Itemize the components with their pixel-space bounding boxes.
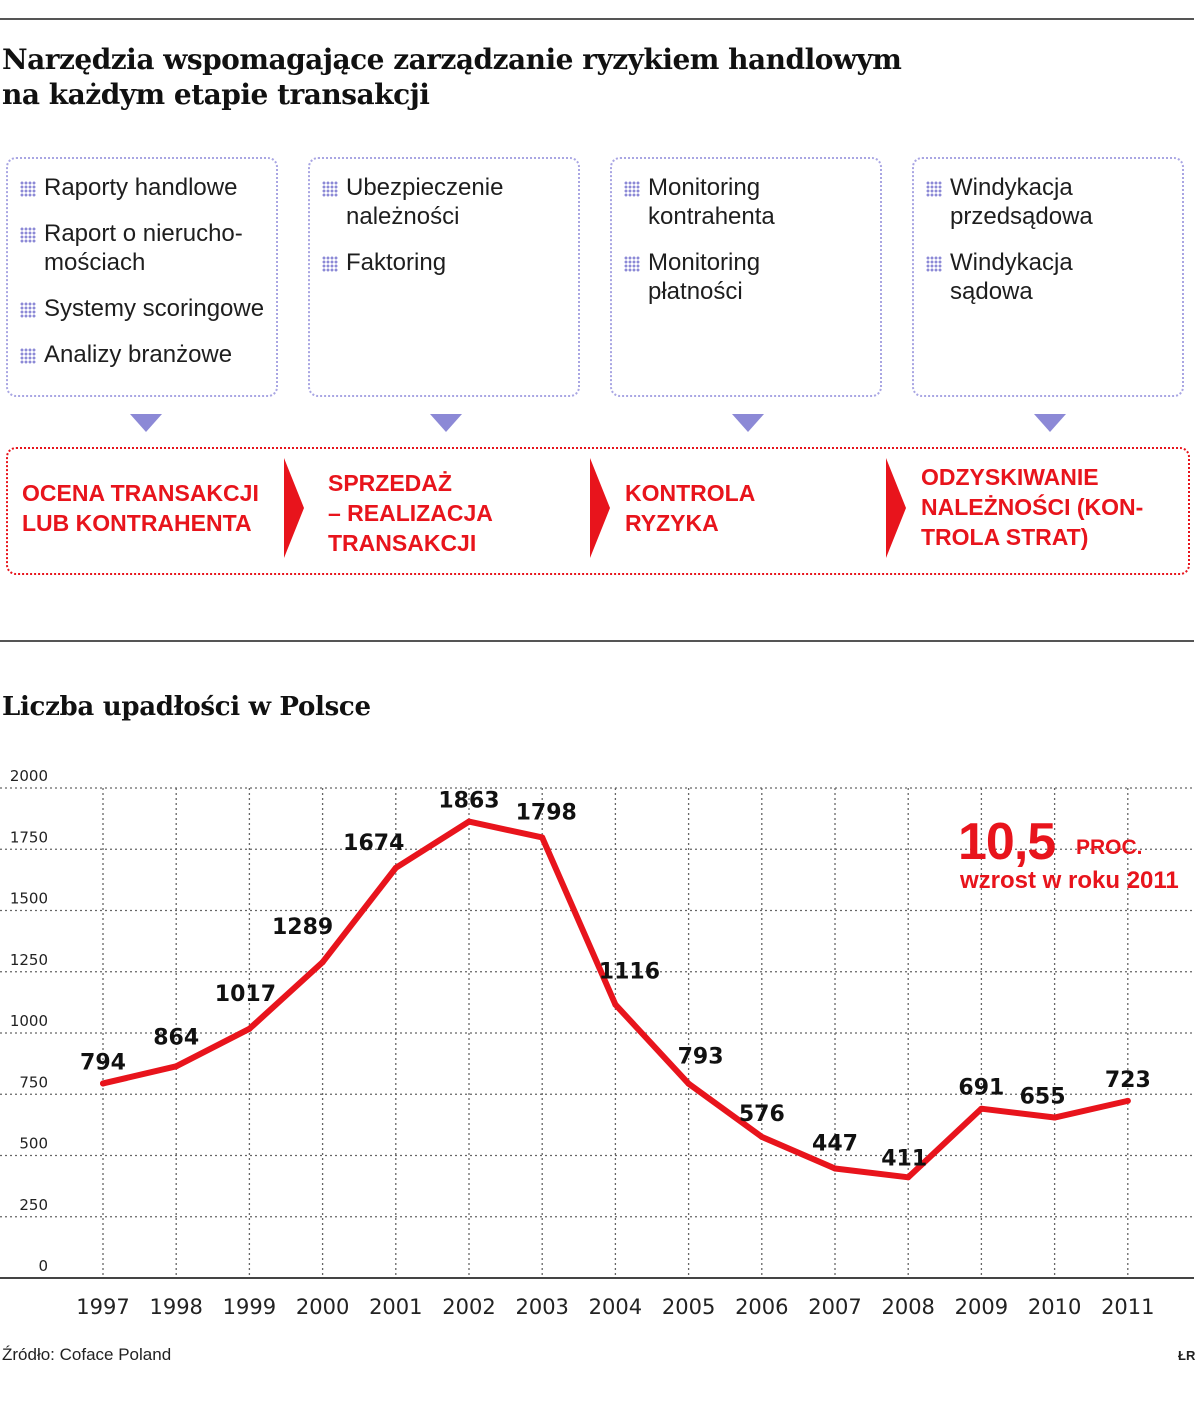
tool-label: Raport o nierucho- mościach xyxy=(44,220,243,276)
x-tick-label: 2008 xyxy=(881,1295,935,1319)
y-tick-label: 250 xyxy=(19,1195,48,1214)
chevron-right-icon xyxy=(590,458,610,558)
y-tick-label: 1500 xyxy=(9,889,48,908)
list-item xyxy=(20,340,266,369)
dot-grid-icon xyxy=(20,181,36,197)
data-label: 723 xyxy=(1104,1067,1151,1093)
page-title xyxy=(2,42,901,112)
stage-label-3: KONTROLA RYZYKA xyxy=(625,480,756,536)
tool-label: Monitoring płatności xyxy=(648,249,761,305)
tool-label: Analizy branżowe xyxy=(44,341,233,368)
down-arrow-icon xyxy=(430,414,462,432)
x-tick-label: 2000 xyxy=(295,1295,350,1319)
stage-label-2: SPRZEDAŻ – REALIZACJA TRANSAKCJI xyxy=(328,470,493,556)
data-label: 576 xyxy=(738,1101,785,1127)
tool-box-1 xyxy=(6,157,278,397)
data-label: 447 xyxy=(812,1131,858,1157)
y-tick-label: 500 xyxy=(19,1134,48,1153)
x-tick-label: 1997 xyxy=(76,1295,130,1319)
callout-text: wzrost w roku 2011 xyxy=(960,867,1179,894)
x-tick-label: 2010 xyxy=(1027,1295,1082,1319)
data-label: 655 xyxy=(1019,1084,1066,1110)
x-tick-label: 2011 xyxy=(1101,1295,1155,1319)
dot-grid-icon xyxy=(20,348,36,364)
y-tick-label: 750 xyxy=(19,1073,48,1092)
x-tick-label: 2003 xyxy=(515,1295,569,1319)
data-point xyxy=(612,1002,618,1008)
y-tick-label: 0 xyxy=(38,1257,48,1275)
data-label: 1116 xyxy=(598,959,661,985)
source-note: Źródło: Coface Poland xyxy=(2,1345,172,1364)
credit-mark: ŁR xyxy=(1178,1348,1196,1363)
y-tick-label: 1250 xyxy=(9,950,48,969)
list-item xyxy=(20,219,266,277)
title-line-1: Narzędzia wspomagające zarządzanie ryzykiem handlowym xyxy=(2,43,902,76)
data-point xyxy=(1052,1115,1058,1121)
x-tick-label: 2002 xyxy=(442,1295,496,1319)
data-point xyxy=(1125,1098,1131,1104)
x-tick-label: 1998 xyxy=(149,1295,203,1319)
tool-label: Raporty handlowe xyxy=(44,174,238,201)
title-line-2: na każdym etapie transakcji xyxy=(2,78,430,111)
chevron-right-icon xyxy=(886,458,906,558)
top-rule xyxy=(0,18,1194,20)
tool-box-2 xyxy=(308,157,580,397)
tool-label: Faktoring xyxy=(346,249,447,276)
x-tick-label: 2009 xyxy=(954,1295,1009,1319)
data-label: 1017 xyxy=(214,981,277,1007)
x-tick-label: 2005 xyxy=(661,1295,716,1319)
list-item xyxy=(322,173,568,231)
x-tick-label: 2007 xyxy=(808,1295,862,1319)
data-point xyxy=(686,1081,692,1087)
data-point xyxy=(466,819,472,825)
tool-label: Monitoring kontrahenta xyxy=(648,174,775,230)
callout-value: 10,5 xyxy=(958,813,1056,871)
tool-box-4 xyxy=(912,157,1184,397)
tool-label: Systemy scoringowe xyxy=(44,295,265,322)
dot-grid-icon xyxy=(926,256,942,272)
dot-grid-icon xyxy=(20,227,36,243)
stage-label-4: ODZYSKIWANIE NALEŻNOŚCI (KON- TROLA STRAT) xyxy=(921,464,1144,550)
x-tick-label: 2004 xyxy=(588,1295,643,1319)
data-point xyxy=(173,1063,179,1069)
chevron-right-icon xyxy=(284,458,304,558)
data-label: 1798 xyxy=(515,800,577,826)
data-label: 691 xyxy=(958,1075,1005,1101)
data-point xyxy=(832,1165,838,1171)
data-label: 793 xyxy=(677,1044,724,1070)
data-point xyxy=(100,1080,106,1086)
y-tick-label: 1750 xyxy=(9,828,48,847)
callout-unit: PROC. xyxy=(1076,836,1143,859)
data-point xyxy=(759,1134,765,1140)
middle-rule xyxy=(0,640,1194,642)
x-tick-label: 2006 xyxy=(735,1295,789,1319)
data-label: 864 xyxy=(153,1025,200,1051)
down-arrow-icon xyxy=(130,414,162,432)
data-point xyxy=(393,865,399,871)
dot-grid-icon xyxy=(20,302,36,318)
stage-label-1: OCENA TRANSAKCJI LUB KONTRAHENTA xyxy=(22,480,259,536)
list-item xyxy=(926,248,1172,306)
dot-grid-icon xyxy=(624,256,640,272)
data-point xyxy=(905,1174,911,1180)
x-tick-label: 1999 xyxy=(222,1295,277,1319)
dot-grid-icon xyxy=(322,181,338,197)
data-label: 1674 xyxy=(343,830,405,856)
down-arrow-icon xyxy=(1034,414,1066,432)
data-label: 794 xyxy=(80,1050,126,1076)
data-point xyxy=(539,834,545,840)
x-tick-label: 2001 xyxy=(369,1295,423,1319)
y-tick-label: 2000 xyxy=(9,767,48,785)
dot-grid-icon xyxy=(624,181,640,197)
data-label: 1863 xyxy=(438,788,500,814)
list-item xyxy=(624,248,870,306)
tool-label: Ubezpieczenie należności xyxy=(346,174,504,230)
data-label: 411 xyxy=(881,1146,928,1172)
tool-label: Windykacja przedsądowa xyxy=(950,174,1093,230)
data-point xyxy=(246,1026,252,1032)
data-point xyxy=(978,1106,984,1112)
data-point xyxy=(320,959,326,965)
y-tick-label: 1000 xyxy=(9,1012,48,1030)
chart-title: Liczba upadłości w Polsce xyxy=(2,692,371,722)
list-item xyxy=(322,248,568,277)
dot-grid-icon xyxy=(926,181,942,197)
data-label: 1289 xyxy=(271,915,334,941)
list-item xyxy=(926,173,1172,231)
list-item xyxy=(624,173,870,231)
list-item xyxy=(20,173,266,202)
tool-label: Windykacja sądowa xyxy=(950,249,1073,305)
dot-grid-icon xyxy=(322,256,338,272)
down-arrow-icon xyxy=(732,414,764,432)
list-item xyxy=(20,294,266,323)
tool-box-3 xyxy=(610,157,882,397)
